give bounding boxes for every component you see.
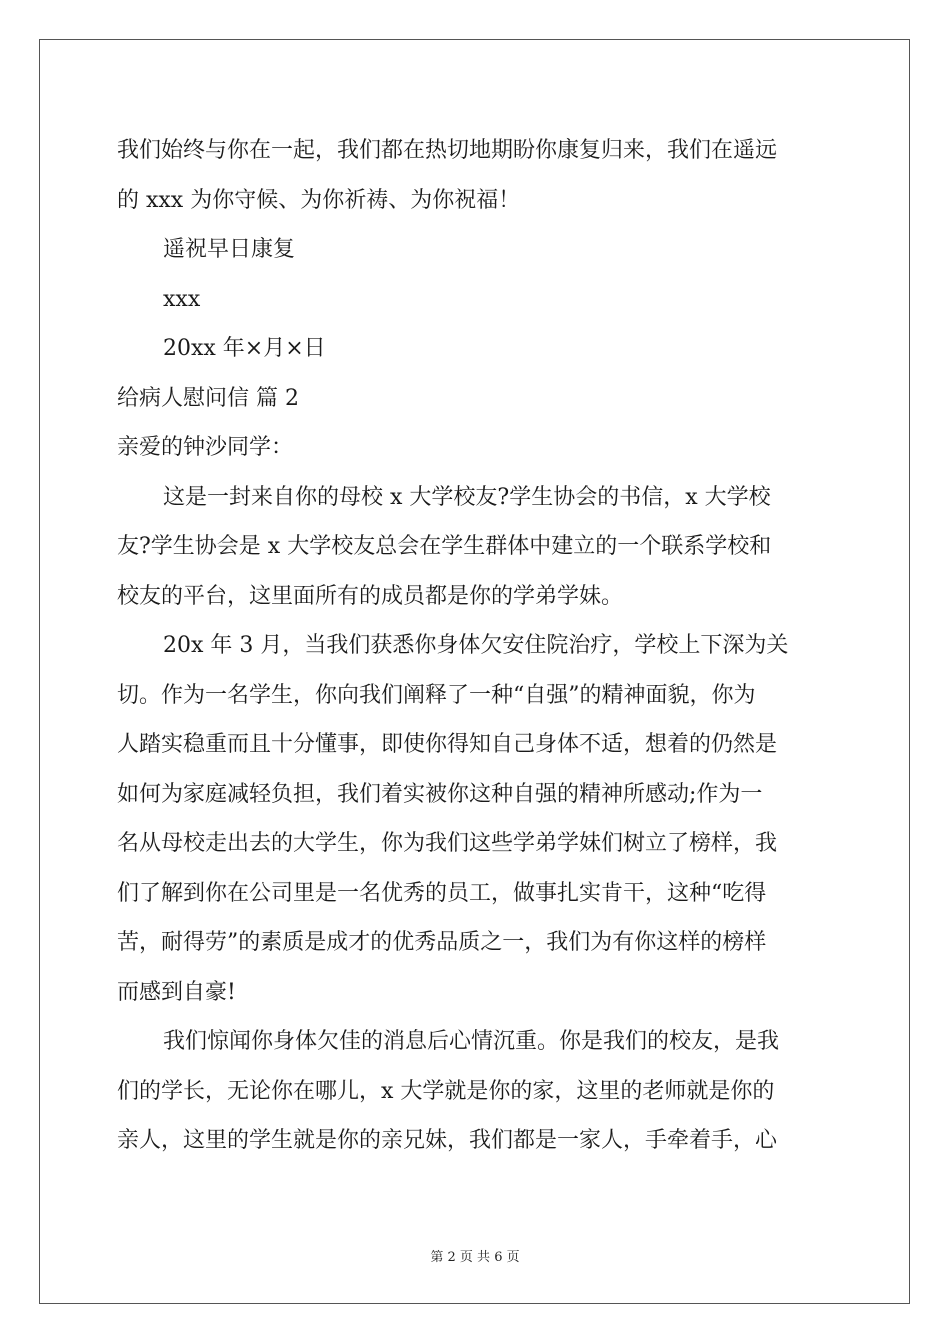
text-line: 的 xxx 为你守候、为你祈祷、为你祝福！ — [117, 187, 521, 213]
text-line: 这是一封来自你的母校 x 大学校友?学生协会的书信，x 大学校 — [163, 484, 771, 510]
text-line: 友?学生协会是 x 大学校友总会在学生群体中建立的一个联系学校和 — [117, 534, 772, 559]
signature: xxx — [163, 286, 201, 312]
page-footer: 第 2 页 共 6 页 — [430, 1250, 520, 1265]
text-line: 们了解到你在公司里是一名优秀的员工，做事扎实肯干，这种“吃得 — [117, 880, 767, 906]
text-line: 切。作为一名学生，你向我们阐释了一种“自强”的精神面貌，你为 — [117, 682, 756, 708]
salutation: 亲爱的钟沙同学： — [117, 435, 294, 460]
section-title: 给病人慰问信 篇 2 — [117, 385, 299, 411]
text-line: 亲人，这里的学生就是你的亲兄妹，我们都是一家人，手牵着手，心 — [117, 1128, 778, 1153]
document-body — [117, 126, 835, 1166]
closing-wish: 遥祝早日康复 — [163, 237, 296, 262]
text-line: 人踏实稳重而且十分懂事，即使你得知自己身体不适，想着的仍然是 — [117, 732, 778, 757]
letter-date: 20xx 年×月×日 — [163, 336, 326, 361]
text-line: 如何为家庭减轻负担，我们着实被你这种自强的精神所感动;作为一 — [117, 781, 763, 807]
text-line: 苦，耐得劳”的素质是成才的优秀品质之一，我们为有你这样的榜样 — [117, 930, 767, 955]
text-line: 我们惊闻你身体欠佳的消息后心情沉重。你是我们的校友，是我 — [163, 1029, 780, 1054]
text-line: 我们始终与你在一起，我们都在热切地期盼你康复归来，我们在遥远 — [117, 138, 778, 163]
text-line: 而感到自豪! — [117, 979, 236, 1005]
text-line: 校友的平台，这里面所有的成员都是你的学弟学妹。 — [117, 583, 624, 609]
text-line: 名从母校走出去的大学生，你为我们这些学弟学妹们树立了榜样，我 — [117, 831, 778, 856]
text-line: 们的学长，无论你在哪儿，x 大学就是你的家，这里的老师就是你的 — [117, 1078, 775, 1104]
text-line: 20x 年 3 月，当我们获悉你身体欠安住院治疗，学校上下深为关 — [163, 633, 789, 658]
